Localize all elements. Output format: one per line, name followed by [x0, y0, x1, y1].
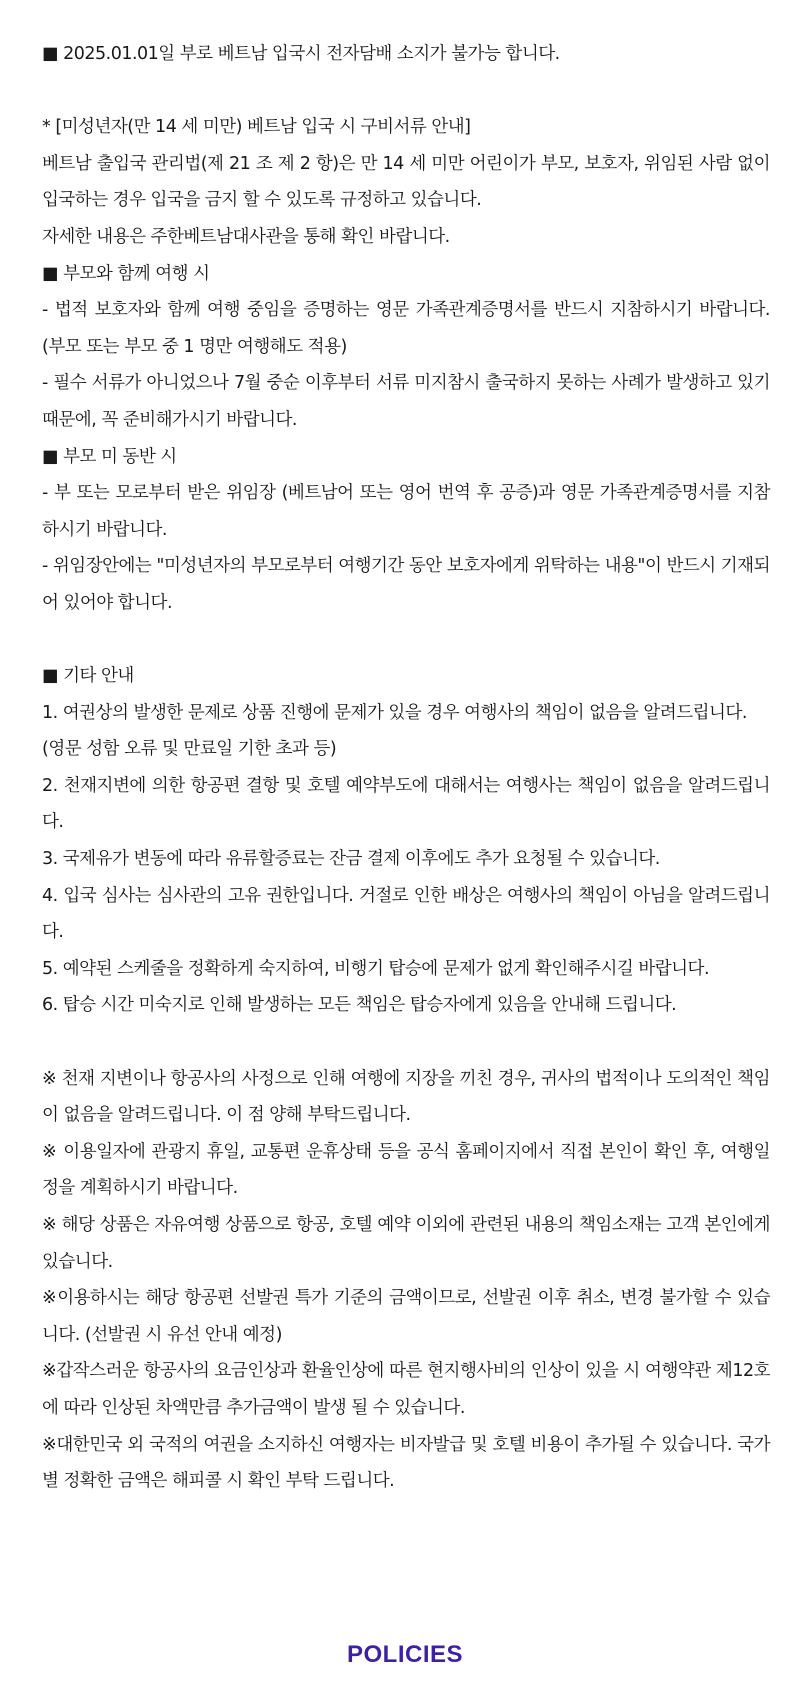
remark-item: ※대한민국 외 국적의 여권을 소지하신 여행자는 비자발급 및 호텔 비용이 추가될 수 있습니다. 국가별 정확한 금액은 해피콜 시 확인 부탁 드립니다. — [42, 1434, 770, 1492]
remark-item: ※갑작스러운 항공사의 요금인상과 환율인상에 따른 현지행사비의 인상이 있을 시 여행약관 제12호에 따라 인상된 차액만큼 추가금액이 발생 될 수 있습니다. — [42, 1361, 770, 1418]
etc-item: 2. 천재지변에 의한 항공편 결항 및 호텔 예약부도에 대해서는 여행사는 책임이 없음을 알려드립니다. — [42, 775, 770, 833]
without-parents-item: - 부 또는 모로부터 받은 위임장 (베트남어 또는 영어 번역 후 공증)과 영문 가족관계증명서를 지참하시기 바랍니다. — [42, 483, 770, 540]
etc-item: 5. 예약된 스케줄을 정확하게 숙지하여, 비행기 탑승에 문제가 없게 확인해주시길 바랍니다. — [42, 958, 710, 979]
policy-document — [42, 36, 770, 1500]
with-parents-heading: ■ 부모와 함께 여행 시 — [42, 263, 210, 284]
with-parents-item: - 법적 보호자와 함께 여행 중임을 증명하는 영문 가족관계증명서를 반드시 지참하시기 바랍니다. (부모 또는 부모 중 1 명만 여행해도 적용) — [42, 300, 770, 357]
etc-section-title: ■ 기타 안내 — [42, 666, 134, 687]
minors-section-title: * [미성년자(만 14 세 미만) 베트남 입국 시 구비서류 안내] — [42, 117, 471, 138]
etc-item: 6. 탑승 시간 미숙지로 인해 발생하는 모든 책임은 탑승자에게 있음을 안내해 드립니다. — [42, 995, 677, 1016]
spacer — [42, 73, 770, 110]
etc-item: 1. 여권상의 발생한 문제로 상품 진행에 문제가 있을 경우 여행사의 책임이 없음을 알려드립니다. — [42, 702, 747, 723]
without-parents-item: - 위임장안에는 "미성년자의 부모로부터 여행기간 동안 보호자에게 위탁하는 내용"이 반드시 기재되어 있어야 합니다. — [42, 556, 770, 613]
remark-item: ※이용하시는 해당 항공편 선발권 특가 기준의 금액이므로, 선발권 이후 취소, 변경 불가할 수 있습니다. (선발권 시 유선 안내 예정) — [42, 1288, 770, 1345]
etc-item: 3. 국제유가 변동에 따라 유류할증료는 잔금 결제 이후에도 추가 요청될 수 있습니다. — [42, 849, 660, 870]
policies-footer-title: POLICIES — [346, 1641, 464, 1668]
spacer — [42, 1024, 770, 1061]
etc-item: 4. 입국 심사는 심사관의 고유 권한입니다. 거절로 인한 배상은 여행사의 책임이 아님을 알려드립니다. — [42, 885, 770, 943]
etc-item-note: (영문 성함 오류 및 만료일 기한 초과 등) — [42, 739, 337, 760]
remark-item: ※ 천재 지변이나 항공사의 사정으로 인해 여행에 지장을 끼친 경우, 귀사의 법적이나 도의적인 책임이 없음을 알려드립니다. 이 점 양해 부탁드립니다. — [42, 1068, 770, 1126]
with-parents-item: - 필수 서류가 아니었으나 7월 중순 이후부터 서류 미지참시 출국하지 못하는 사례가 발생하고 있기 때문에, 꼭 준비해가시기 바랍니다. — [42, 373, 770, 430]
ecig-ban-notice: ■ 2025.01.01일 부로 베트남 입국시 전자담배 소지가 불가능 합니다. — [42, 44, 560, 64]
minors-embassy-text: 자세한 내용은 주한베트남대사관을 통해 확인 바랍니다. — [42, 226, 450, 247]
remark-item: ※ 이용일자에 관광지 휴일, 교통편 운휴상태 등을 공식 홈페이지에서 직접 본인이 확인 후, 여행일정을 계획하시기 바랍니다. — [42, 1141, 770, 1199]
spacer — [42, 622, 770, 659]
remark-item: ※ 해당 상품은 자유여행 상품으로 항공, 호텔 예약 이외에 관련된 내용의 책임소재는 고객 본인에게 있습니다. — [42, 1215, 770, 1272]
minors-law-text: 베트남 출입국 관리법(제 21 조 제 2 항)은 만 14 세 미만 어린이가 부모, 보호자, 위임된 사람 없이 입국하는 경우 입국을 금지 할 수 있도록 규정하고 있습니다. — [42, 153, 770, 211]
without-parents-heading: ■ 부모 미 동반 시 — [42, 446, 177, 467]
